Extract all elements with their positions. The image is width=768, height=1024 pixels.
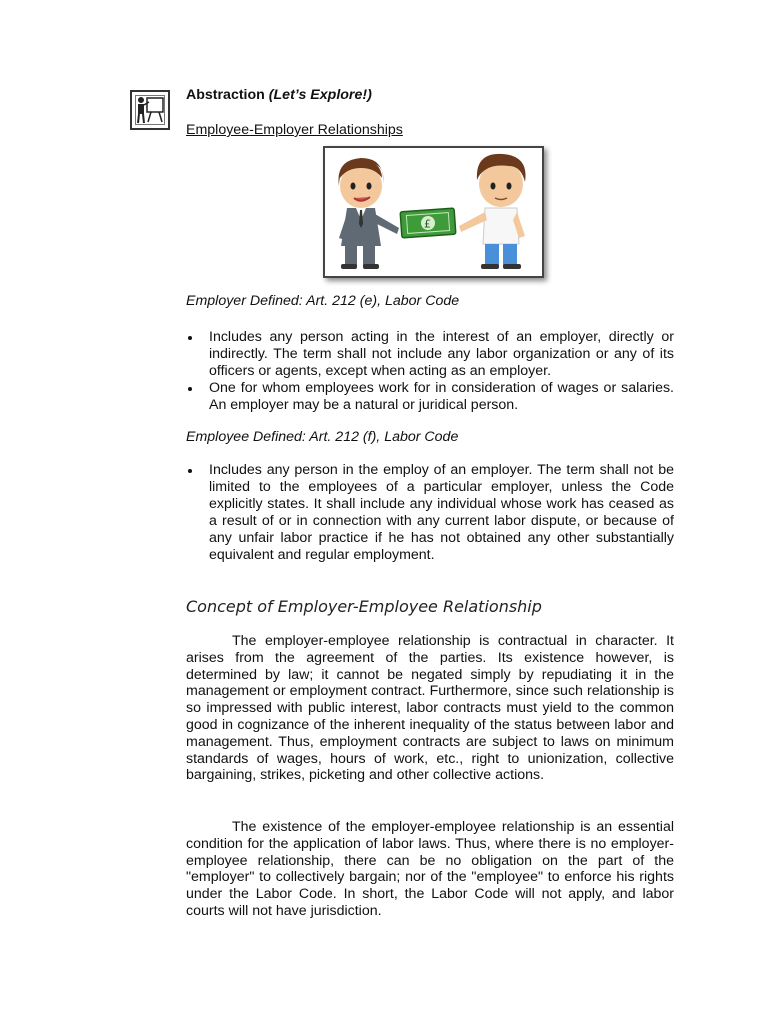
concept-title: Concept of Employer-Employee Relationship — [186, 597, 542, 616]
employer-definition-list — [186, 329, 674, 414]
concept-paragraph-2: The existence of the employer-employee relationship is an essential condition for the application of labor laws. Thus, where there is no employer-employee relationship, there can be no obligation on the part of the "employer" to collectively bargain; nor of the "employee" to enforce his rights under the Labor Code. In short, the Labor Code will not apply, and labor courts will not have jurisdiction. — [186, 819, 674, 919]
employee-figure-icon — [459, 154, 526, 269]
employer-paying-employee-illustration — [323, 146, 544, 278]
banknote-icon — [400, 208, 456, 238]
currency-symbol: £ — [424, 217, 431, 231]
heading-title: Abstraction — [186, 87, 265, 103]
heading-emphasis: (Let’s Explore!) — [268, 87, 372, 103]
presentation-icon — [130, 90, 170, 130]
employee-definition-list — [186, 462, 674, 564]
employer-figure-icon — [338, 158, 399, 269]
section-heading — [186, 87, 372, 103]
employee-defined-title: Employee Defined: Art. 212 (f), Labor Code — [186, 429, 459, 445]
topic-subheading: Employee-Employer Relationships — [186, 122, 403, 138]
list-item: One for whom employees work for in consideration of wages or salaries. An employer may be a natural or juridical person. — [186, 380, 674, 414]
employer-defined-title: Employer Defined: Art. 212 (e), Labor Code — [186, 293, 460, 309]
list-item: Includes any person acting in the interest of an employer, directly or indirectly. The term shall not include any labor organization or any of its officers or agents, except when acting as an employer. — [186, 329, 674, 380]
list-item: Includes any person in the employ of an employer. The term shall not be limited to the employees of a particular employer, unless the Code explicitly states. It shall include any individual whose work has ceased as a result of or in connection with any current labor dispute, or because of any unfair labor practice if he has not obtained any other substantially equivalent and regular employment. — [186, 462, 674, 564]
concept-paragraph-1: The employer-employee relationship is contractual in character. It arises from the agreement of the parties. Its existence however, is determined by law; it cannot be negated simply by repudiating it in the management or employment contract. Furthermore, since such relationship is so impressed with public interest, labor contracts must yield to the common good in cognizance of the inherent inequality of the status between labor and management. Thus, employment contracts are subject to laws on minimum standards of wages, hours of work, etc., right to unionization, collective bargaining, strikes, picketing and other collective actions. — [186, 633, 674, 784]
